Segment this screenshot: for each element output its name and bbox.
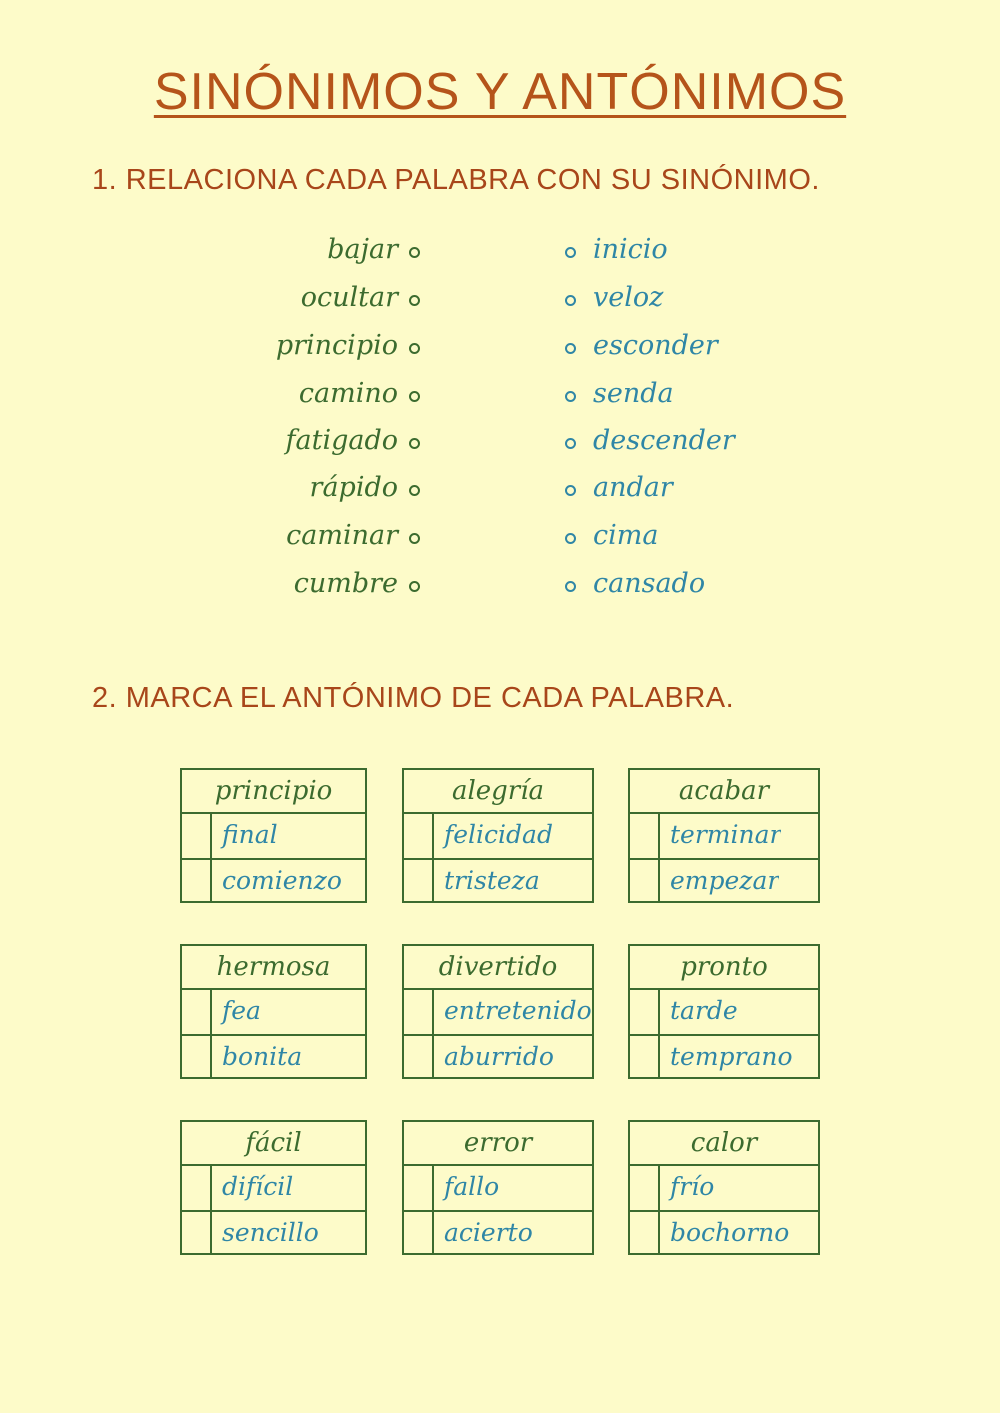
option-label: bochorno xyxy=(670,1218,790,1247)
antonym-box xyxy=(628,1120,820,1255)
option-checkbox[interactable] xyxy=(630,990,660,1034)
left-word: cumbre xyxy=(293,568,398,599)
left-connector-dot[interactable] xyxy=(409,391,420,402)
antonym-option-row xyxy=(630,1210,818,1254)
left-word-item xyxy=(140,425,420,465)
antonym-box-word: divertido xyxy=(404,946,592,990)
exercise2-heading: 2. MARCA EL ANTÓNIMO DE CADA PALABRA. xyxy=(92,682,735,714)
left-word: camino xyxy=(298,378,398,409)
antonym-option-row xyxy=(630,1166,818,1210)
option-checkbox[interactable] xyxy=(404,990,434,1034)
option-label: temprano xyxy=(670,1042,793,1071)
right-word-item xyxy=(565,282,825,322)
left-connector-dot[interactable] xyxy=(409,485,420,496)
option-checkbox[interactable] xyxy=(182,990,212,1034)
right-word-item xyxy=(565,520,825,560)
right-word: senda xyxy=(593,378,674,409)
option-label: comienzo xyxy=(222,866,342,895)
exercise1-heading: 1. RELACIONA CADA PALABRA CON SU SINÓNIMO. xyxy=(92,164,820,196)
right-word-item xyxy=(565,472,825,512)
right-word: esconder xyxy=(593,330,718,361)
antonym-option-row xyxy=(404,814,592,858)
antonym-box xyxy=(402,768,594,903)
right-word-item xyxy=(565,425,825,465)
option-label: terminar xyxy=(670,820,782,849)
left-connector-dot[interactable] xyxy=(409,343,420,354)
antonym-box xyxy=(402,944,594,1079)
antonym-option-row xyxy=(404,990,592,1034)
antonym-option-row xyxy=(404,1034,592,1078)
antonym-box xyxy=(628,944,820,1079)
antonym-option-row xyxy=(182,1166,365,1210)
option-checkbox[interactable] xyxy=(404,1036,434,1078)
left-word-item xyxy=(140,520,420,560)
antonym-option-row xyxy=(404,1166,592,1210)
antonym-option-row xyxy=(182,1034,365,1078)
antonym-box-word: acabar xyxy=(630,770,818,814)
worksheet-title xyxy=(0,62,1000,122)
option-checkbox[interactable] xyxy=(630,1036,660,1078)
antonym-option-row xyxy=(182,1210,365,1254)
option-checkbox[interactable] xyxy=(404,1166,434,1210)
right-word: cansado xyxy=(593,568,706,599)
option-checkbox[interactable] xyxy=(404,814,434,858)
option-checkbox[interactable] xyxy=(404,1212,434,1254)
left-connector-dot[interactable] xyxy=(409,533,420,544)
left-word-item xyxy=(140,472,420,512)
left-word: ocultar xyxy=(300,282,398,313)
antonym-option-row xyxy=(630,858,818,902)
option-checkbox[interactable] xyxy=(630,1166,660,1210)
option-label: acierto xyxy=(444,1218,533,1247)
option-checkbox[interactable] xyxy=(630,860,660,902)
antonym-box xyxy=(180,1120,367,1255)
left-word-item xyxy=(140,282,420,322)
antonym-box xyxy=(180,768,367,903)
antonym-option-row xyxy=(404,858,592,902)
option-checkbox[interactable] xyxy=(182,860,212,902)
option-label: felicidad xyxy=(444,820,553,849)
option-label: fea xyxy=(222,996,261,1025)
antonym-option-row xyxy=(630,1034,818,1078)
antonym-option-row xyxy=(404,1210,592,1254)
option-label: fallo xyxy=(444,1172,500,1201)
option-checkbox[interactable] xyxy=(182,814,212,858)
left-connector-dot[interactable] xyxy=(409,438,420,449)
option-label: sencillo xyxy=(222,1218,319,1247)
antonym-option-row xyxy=(630,814,818,858)
antonym-box-word: fácil xyxy=(182,1122,365,1166)
option-label: bonita xyxy=(222,1042,303,1071)
option-label: empezar xyxy=(670,866,780,895)
right-connector-dot[interactable] xyxy=(565,391,576,402)
right-word: inicio xyxy=(593,234,668,265)
antonym-option-row xyxy=(182,858,365,902)
option-checkbox[interactable] xyxy=(182,1212,212,1254)
antonym-box-word: principio xyxy=(182,770,365,814)
antonym-option-row xyxy=(182,990,365,1034)
antonym-box-word: pronto xyxy=(630,946,818,990)
left-word: principio xyxy=(275,330,398,361)
left-word-item xyxy=(140,330,420,370)
left-connector-dot[interactable] xyxy=(409,247,420,258)
option-checkbox[interactable] xyxy=(630,814,660,858)
left-connector-dot[interactable] xyxy=(409,295,420,306)
right-word: andar xyxy=(593,472,673,503)
right-connector-dot[interactable] xyxy=(565,295,576,306)
left-word: caminar xyxy=(286,520,398,551)
option-label: tristeza xyxy=(444,866,540,895)
left-word-item xyxy=(140,568,420,608)
left-word: bajar xyxy=(327,234,398,265)
right-word-item xyxy=(565,234,825,274)
antonym-box-word: alegría xyxy=(404,770,592,814)
antonym-box xyxy=(628,768,820,903)
right-word-item xyxy=(565,378,825,418)
option-label: frío xyxy=(670,1172,715,1201)
option-label: final xyxy=(222,820,278,849)
right-connector-dot[interactable] xyxy=(565,581,576,592)
option-label: tarde xyxy=(670,996,738,1025)
left-word: fatigado xyxy=(285,425,398,456)
left-word-item xyxy=(140,234,420,274)
title-text: SINÓNIMOS Y ANTÓNIMOS xyxy=(153,63,847,121)
right-connector-dot[interactable] xyxy=(565,533,576,544)
option-label: aburrido xyxy=(444,1042,554,1071)
right-word: veloz xyxy=(593,282,664,313)
right-word: cima xyxy=(593,520,659,551)
option-checkbox[interactable] xyxy=(182,1166,212,1210)
right-connector-dot[interactable] xyxy=(565,343,576,354)
antonym-box xyxy=(180,944,367,1079)
antonym-option-row xyxy=(182,814,365,858)
right-word-item xyxy=(565,568,825,608)
option-checkbox[interactable] xyxy=(182,1036,212,1078)
option-label: entretenido xyxy=(444,996,592,1025)
right-connector-dot[interactable] xyxy=(565,438,576,449)
antonym-box-word: calor xyxy=(630,1122,818,1166)
option-checkbox[interactable] xyxy=(404,860,434,902)
antonym-box-word: error xyxy=(404,1122,592,1166)
option-checkbox[interactable] xyxy=(630,1212,660,1254)
antonym-option-row xyxy=(630,990,818,1034)
antonym-box xyxy=(402,1120,594,1255)
right-word-item xyxy=(565,330,825,370)
left-connector-dot[interactable] xyxy=(409,581,420,592)
antonym-box-word: hermosa xyxy=(182,946,365,990)
right-connector-dot[interactable] xyxy=(565,247,576,258)
right-word: descender xyxy=(593,425,735,456)
left-word-item xyxy=(140,378,420,418)
left-word: rápido xyxy=(309,472,398,503)
option-label: difícil xyxy=(222,1172,294,1201)
right-connector-dot[interactable] xyxy=(565,485,576,496)
